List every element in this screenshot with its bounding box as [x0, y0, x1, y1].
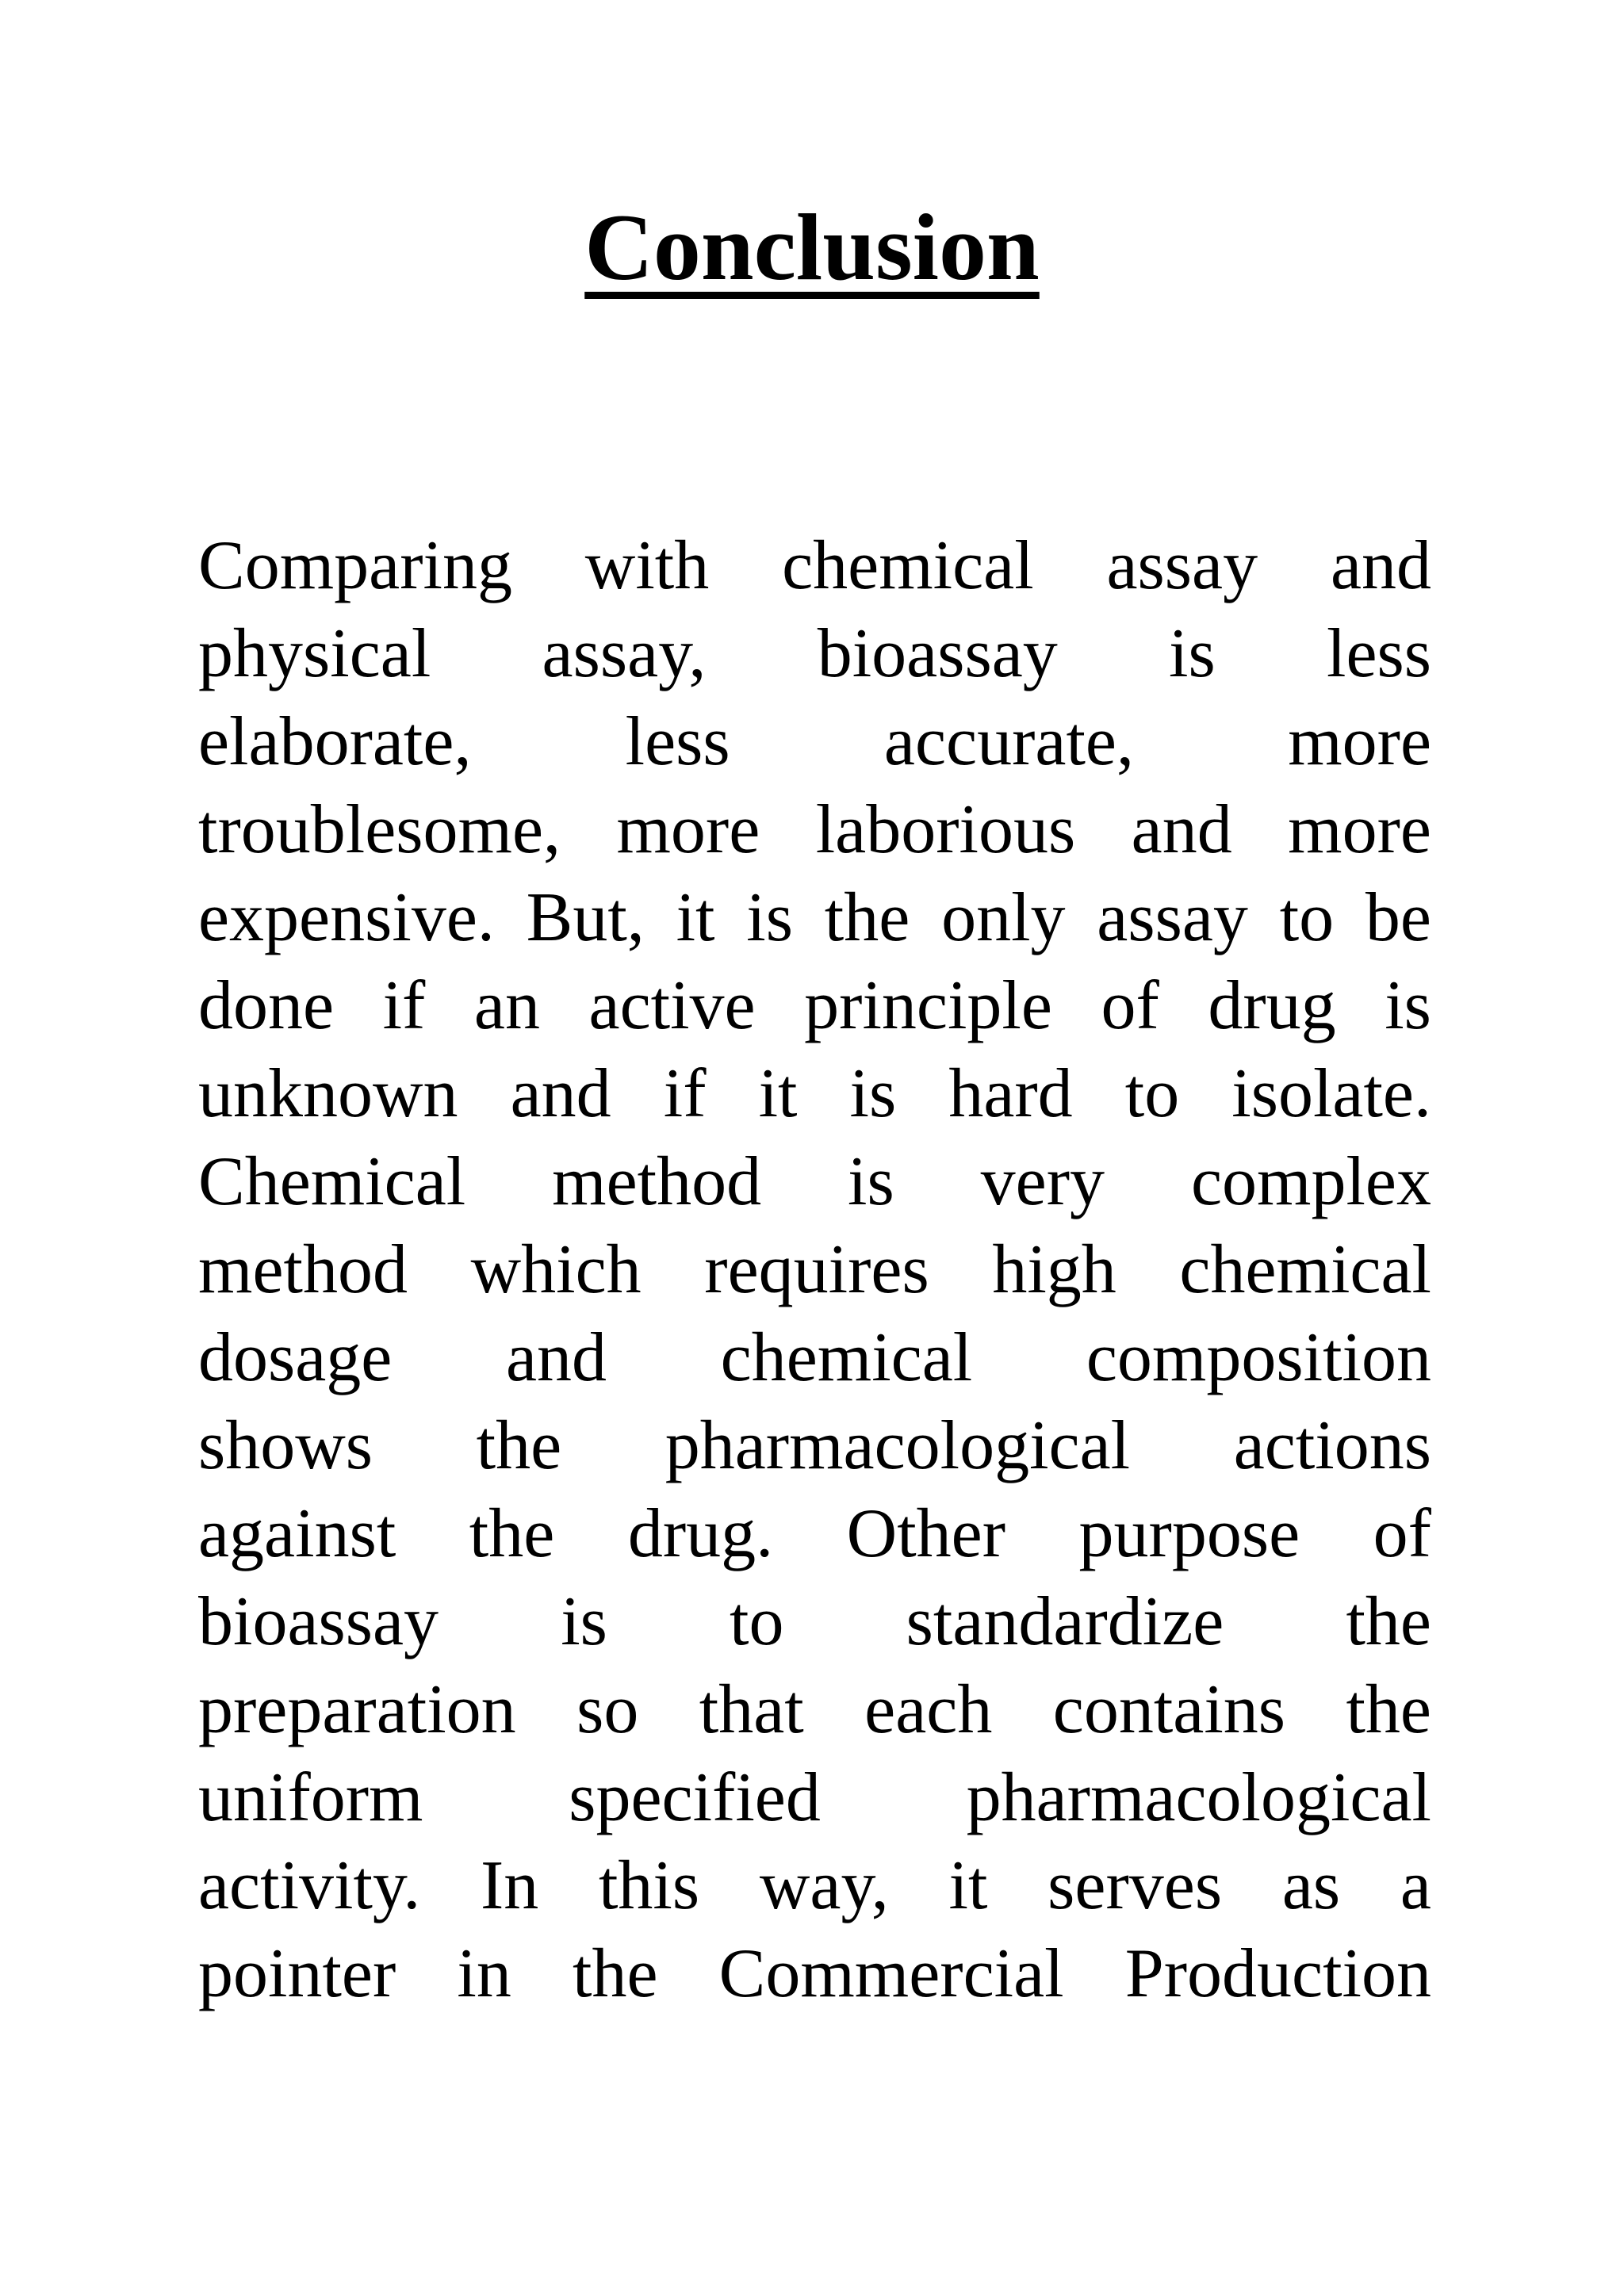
word: is	[848, 1143, 894, 1220]
word: composition	[1086, 1319, 1431, 1396]
word: contains	[1052, 1671, 1286, 1748]
word: Chemical	[198, 1143, 466, 1220]
word: the	[824, 879, 910, 956]
paragraph-line	[198, 1138, 1431, 1226]
word: of	[1101, 967, 1159, 1044]
word: chemical	[1179, 1231, 1431, 1308]
word: troublesome,	[198, 791, 561, 868]
word: uniform	[198, 1759, 423, 1836]
word: less	[625, 703, 730, 780]
word: if	[382, 967, 426, 1044]
word: serves	[1048, 1847, 1223, 1924]
paragraph-line	[198, 1842, 1431, 1930]
word: active	[588, 967, 756, 1044]
word: and	[510, 1055, 611, 1132]
word: and	[505, 1319, 607, 1396]
paragraph-line	[198, 962, 1431, 1050]
word: against	[198, 1495, 396, 1572]
word: to	[730, 1583, 784, 1660]
word: as	[1281, 1847, 1341, 1924]
word: the	[476, 1407, 562, 1484]
word: more	[1288, 791, 1431, 868]
word: is	[746, 879, 793, 956]
paragraph-line	[198, 1050, 1431, 1138]
word: way,	[759, 1847, 889, 1924]
paragraph-line	[198, 1402, 1431, 1490]
word: it	[758, 1055, 798, 1132]
word: each	[864, 1671, 993, 1748]
paragraph-line	[198, 874, 1431, 962]
word: which	[470, 1231, 642, 1308]
word: with	[584, 527, 710, 604]
word: activity.	[198, 1847, 421, 1924]
word: pointer	[198, 1935, 396, 2012]
word: to	[1124, 1055, 1180, 1132]
word: and	[1131, 791, 1232, 868]
word: only	[941, 879, 1066, 956]
paragraph-line	[198, 610, 1431, 698]
word: In	[480, 1847, 539, 1924]
word: principle	[804, 967, 1052, 1044]
word: physical	[198, 615, 431, 692]
word: the	[469, 1495, 555, 1572]
word: and	[1330, 527, 1431, 604]
word: to	[1279, 879, 1335, 956]
page-title: Conclusion	[584, 194, 1040, 300]
word: accurate,	[883, 703, 1134, 780]
word: high	[992, 1231, 1116, 1308]
word: bioassay	[817, 615, 1058, 692]
word: complex	[1190, 1143, 1431, 1220]
paragraph-line	[198, 786, 1431, 874]
word: shows	[198, 1407, 373, 1484]
word: the	[1346, 1671, 1431, 1748]
paragraph-line	[198, 1578, 1431, 1666]
word: But,	[526, 879, 645, 956]
word: the	[573, 1935, 658, 2012]
word: isolate.	[1231, 1055, 1431, 1132]
paragraph-line	[198, 698, 1431, 786]
word: assay,	[542, 615, 707, 692]
word: this	[598, 1847, 700, 1924]
word: is	[561, 1583, 607, 1660]
word: so	[576, 1671, 639, 1748]
word: standardize	[906, 1583, 1224, 1660]
word: assay	[1097, 879, 1248, 956]
word: assay	[1106, 527, 1258, 604]
word: bioassay	[198, 1583, 439, 1660]
word: very	[980, 1143, 1105, 1220]
word: is	[1385, 967, 1431, 1044]
word: Commercial	[718, 1935, 1064, 2012]
word: is	[1169, 615, 1216, 692]
paragraph-line	[198, 1666, 1431, 1754]
word: purpose	[1078, 1495, 1300, 1572]
word: actions	[1233, 1407, 1431, 1484]
word: expensive.	[198, 879, 495, 956]
word: pharmacological	[966, 1759, 1431, 1836]
word: is	[849, 1055, 897, 1132]
word: a	[1400, 1847, 1431, 1924]
word: Comparing	[198, 527, 512, 604]
word: if	[663, 1055, 707, 1132]
word: requires	[704, 1231, 929, 1308]
word: unknown	[198, 1055, 458, 1132]
word: dosage	[198, 1319, 393, 1396]
word: method	[552, 1143, 762, 1220]
paragraph-line	[198, 522, 1431, 610]
word: less	[1327, 615, 1431, 692]
word: more	[1288, 703, 1431, 780]
word: the	[1346, 1583, 1431, 1660]
paragraph-line	[198, 1754, 1431, 1842]
word: laborious	[815, 791, 1076, 868]
word: it	[948, 1847, 988, 1924]
word: chemical	[782, 527, 1034, 604]
word: drug.	[627, 1495, 774, 1572]
word: drug	[1208, 967, 1336, 1044]
word: Production	[1124, 1935, 1431, 2012]
paragraph-line	[198, 1314, 1431, 1402]
word: more	[616, 791, 760, 868]
word: it	[676, 879, 715, 956]
word: chemical	[720, 1319, 973, 1396]
word: hard	[948, 1055, 1073, 1132]
word: preparation	[198, 1671, 516, 1748]
word: of	[1373, 1495, 1431, 1572]
word: in	[457, 1935, 511, 2012]
word: pharmacological	[665, 1407, 1131, 1484]
paragraph-line	[198, 1490, 1431, 1578]
paragraph-line	[198, 1930, 1431, 2018]
word: specified	[569, 1759, 821, 1836]
word: be	[1365, 879, 1431, 956]
paragraph-line	[198, 1226, 1431, 1314]
word: Other	[846, 1495, 1006, 1572]
word: an	[473, 967, 540, 1044]
word: method	[198, 1231, 408, 1308]
word: elaborate,	[198, 703, 472, 780]
word: done	[198, 967, 335, 1044]
conclusion-paragraph	[198, 522, 1431, 2018]
word: that	[699, 1671, 804, 1748]
